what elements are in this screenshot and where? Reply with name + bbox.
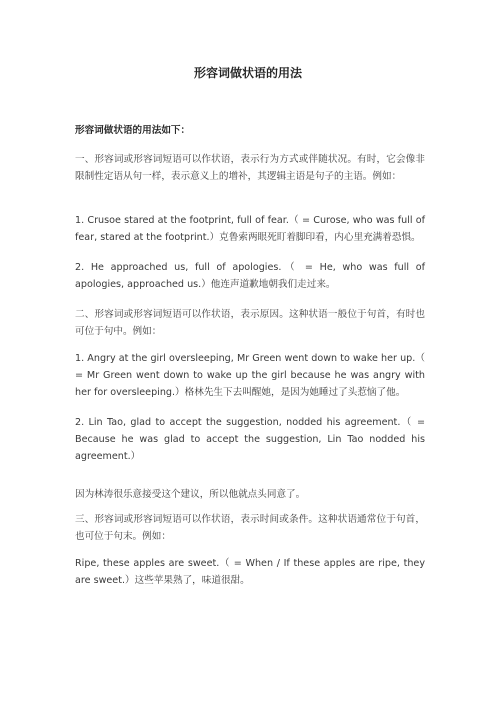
document-title: 形容词做状语的用法 — [193, 66, 302, 80]
example-1-1: 1. Crusoe stared at the footprint, full of fear.（ = Curose, who was full of fear, stared at the footprint.）克鲁索两眼死盯着脚印看，内心里充满着恐惧。 — [75, 215, 425, 243]
section-two-text: 二、形容词或形容词短语可以作状语，表示原因。这种状语一般位于句首，有时也可位于句中。例如： — [75, 309, 425, 337]
intro-heading: 形容词做状语的用法如下： — [75, 125, 191, 136]
example-2-1: 1. Angry at the girl oversleeping, Mr Green went down to wake her up.（ = Mr Green went down to wake up the girl because he was angry with her for oversleeping.）格林先生下去叫醒她，是因为她睡过了头惹恼了他。 — [75, 353, 425, 398]
example-1-2: 2. He approached us, full of apologies.（ = He, who was full of apologies, approached us.）他连声道歉地朝我们走过来。 — [75, 262, 425, 290]
example-2-2-translation: 因为林涛很乐意接受这个建议，所以他就点头同意了。 — [75, 489, 306, 500]
section-three-text: 三、形容词或形容词短语可以作状语，表示时间或条件。这种状语通常位于句首，也可位于句末。例如： — [75, 514, 425, 542]
section-one-text: 一、形容词或形容词短语可以作状语，表示行为方式或伴随状况。有时，它会像非限制性定语从句一样，表示意义上的增补，其逻辑主语是句子的主语。例如： — [75, 154, 425, 182]
example-2-2: 2. Lin Tao, glad to accept the suggestion, nodded his agreement.（ = Because he was glad to accept the suggestion, Lin Tao nodded his agreement.） — [75, 417, 425, 462]
example-3-1: Ripe, these apples are sweet.（ = When / If these apples are ripe, they are sweet.）这些苹果熟了，味道很甜。 — [75, 558, 425, 586]
